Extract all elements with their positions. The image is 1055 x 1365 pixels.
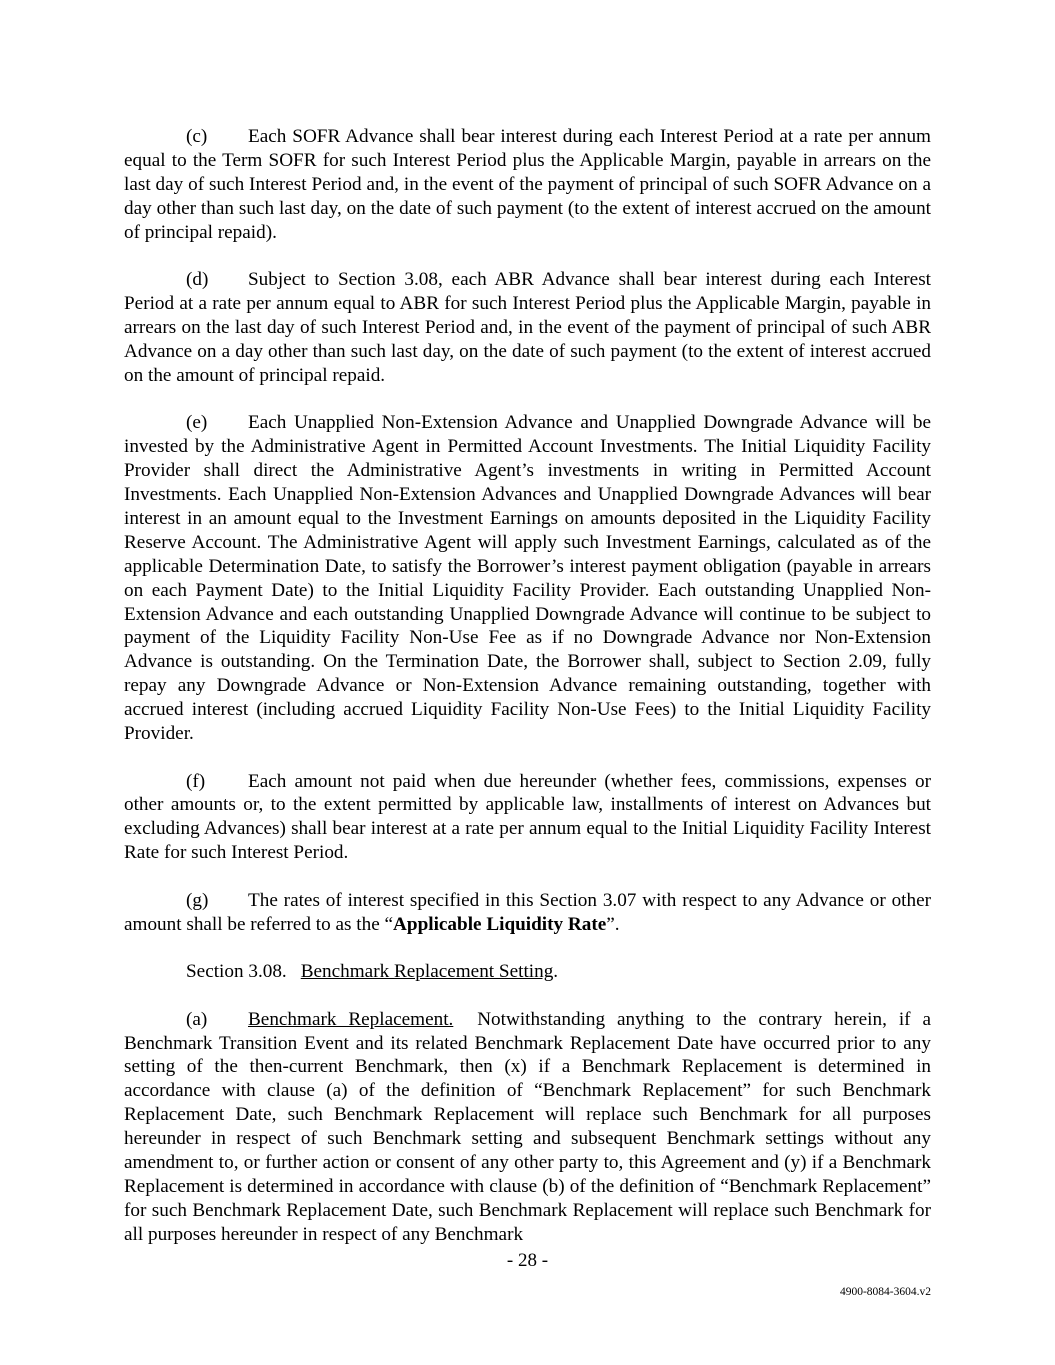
paragraph-text: Each amount not paid when due hereunder (whether fees, commissions, expenses or other amounts or, to the extent permitted by applicable law, installments of interest on Advances but excluding Advances) shall bear interest at a rate per annum equal to the Initial Liquidity Facility Interest Rate for such Interest Period. <box>124 770 931 864</box>
paragraph-label: (c) <box>186 126 208 147</box>
defined-term: Applicable Liquidity Rate <box>393 913 607 935</box>
paragraph-text: Subject to Section 3.08, each ABR Advance shall bear interest during each Interest Period at a rate per annum equal to ABR for such Interest Period plus the Applicable Margin, payable in arrears on the last day of such Interest Period and, in the event of the payment of principal of such ABR Advance on a day other than such last day, on the date of such payment (to the extent of interest accrued on the amount of principal repaid. <box>124 269 931 386</box>
paragraph-text: Each SOFR Advance shall bear interest during each Interest Period at a rate per annum equal to the Term SOFR for such Interest Period plus the Applicable Margin, payable in arrears on the last day of such Interest Period and, in the event of the payment of principal of such SOFR Advance on a day other than such last day, on the date of such payment (to the extent of interest accrued on the amount of principal repaid). <box>124 126 931 243</box>
section-heading <box>186 960 931 984</box>
paragraph-text: Notwithstanding anything to the contrary herein, if a Benchmark Transition Event and its related Benchmark Replacement Date have occurred prior to any setting of the then-current Benchmark, then (x) if a Benchmark Replacement is determined in accordance with clause (a) of the definition of “Benchmark Replacement” for such Benchmark Replacement Date, such Benchmark Replacement will replace such Benchmark for all purposes hereunder in respect of such Benchmark setting and subsequent Benchmark settings without any amendment to, or further action or consent of any other party to, this Agreement and (y) if a Benchmark Replacement is determined in accordance with clause (b) of the definition of “Benchmark Replacement” for such Benchmark Replacement Date, such Benchmark Replacement will replace such Benchmark for all purposes hereunder in respect of any Benchmark <box>124 1008 931 1245</box>
paragraph-label: (f) <box>186 770 206 792</box>
paragraph-e <box>124 411 931 746</box>
document-id: 4900-8084-3604.v2 <box>839 1286 931 1298</box>
paragraph-text: Each Unapplied Non-Extension Advance and Unapplied Downgrade Advance will be invested by the Administrative Agent in Permitted Account Investments. The Initial Liquidity Facility Provider shall direct the Administrative Agent’s investments in writing in Permitted Account Investments. Each Unapplied Non-Extension Advances and Unapplied Downgrade Advances will bear interest in an amount equal to the Investment Earnings on amounts deposited in the Liquidity Facility Reserve Account. The Administrative Agent will apply such Investment Earnings, calculated as of the applicable Determination Date, to satisfy the Borrower’s interest payment obligation (payable in arrears on each Payment Date) to the Initial Liquidity Facility Provider. Each outstanding Unapplied Non-Extension Advance and each outstanding Unapplied Downgrade Advance will continue to be subject to payment of the Liquidity Facility Non-Use Fee as if no Downgrade Advance nor Non-Extension Advance is outstanding. On the Termination Date, the Borrower shall, subject to Section 2.09, fully repay any Downgrade Advance or Non-Extension Advance remaining outstanding, together with accrued interest (including accrued Liquidity Facility Non-Use Fees) to the Initial Liquidity Facility Provider. <box>124 412 931 745</box>
page-number: - 28 - <box>506 1250 549 1271</box>
paragraph-c <box>124 125 931 245</box>
paragraph-text: The rates of interest specified in this Section 3.07 with respect to any Advance or other amount shall be referred to as the “ <box>124 889 931 935</box>
section-title: Benchmark Replacement Setting <box>300 961 554 983</box>
subsection-title: Benchmark Replacement. <box>248 1008 454 1030</box>
paragraph-label: (e) <box>186 412 208 434</box>
section-number: Section 3.08. <box>186 961 287 983</box>
paragraph-label: (a) <box>186 1008 208 1030</box>
paragraph-text-end: ”. <box>606 913 620 935</box>
section-title-period: . <box>553 961 559 983</box>
paragraph-label: (g) <box>186 889 209 911</box>
paragraph-d <box>124 268 931 388</box>
paragraph-f <box>124 770 931 866</box>
paragraph-section-a <box>124 1008 931 1247</box>
paragraph-g <box>124 889 931 937</box>
document-body <box>124 125 931 1270</box>
paragraph-label: (d) <box>186 269 209 291</box>
